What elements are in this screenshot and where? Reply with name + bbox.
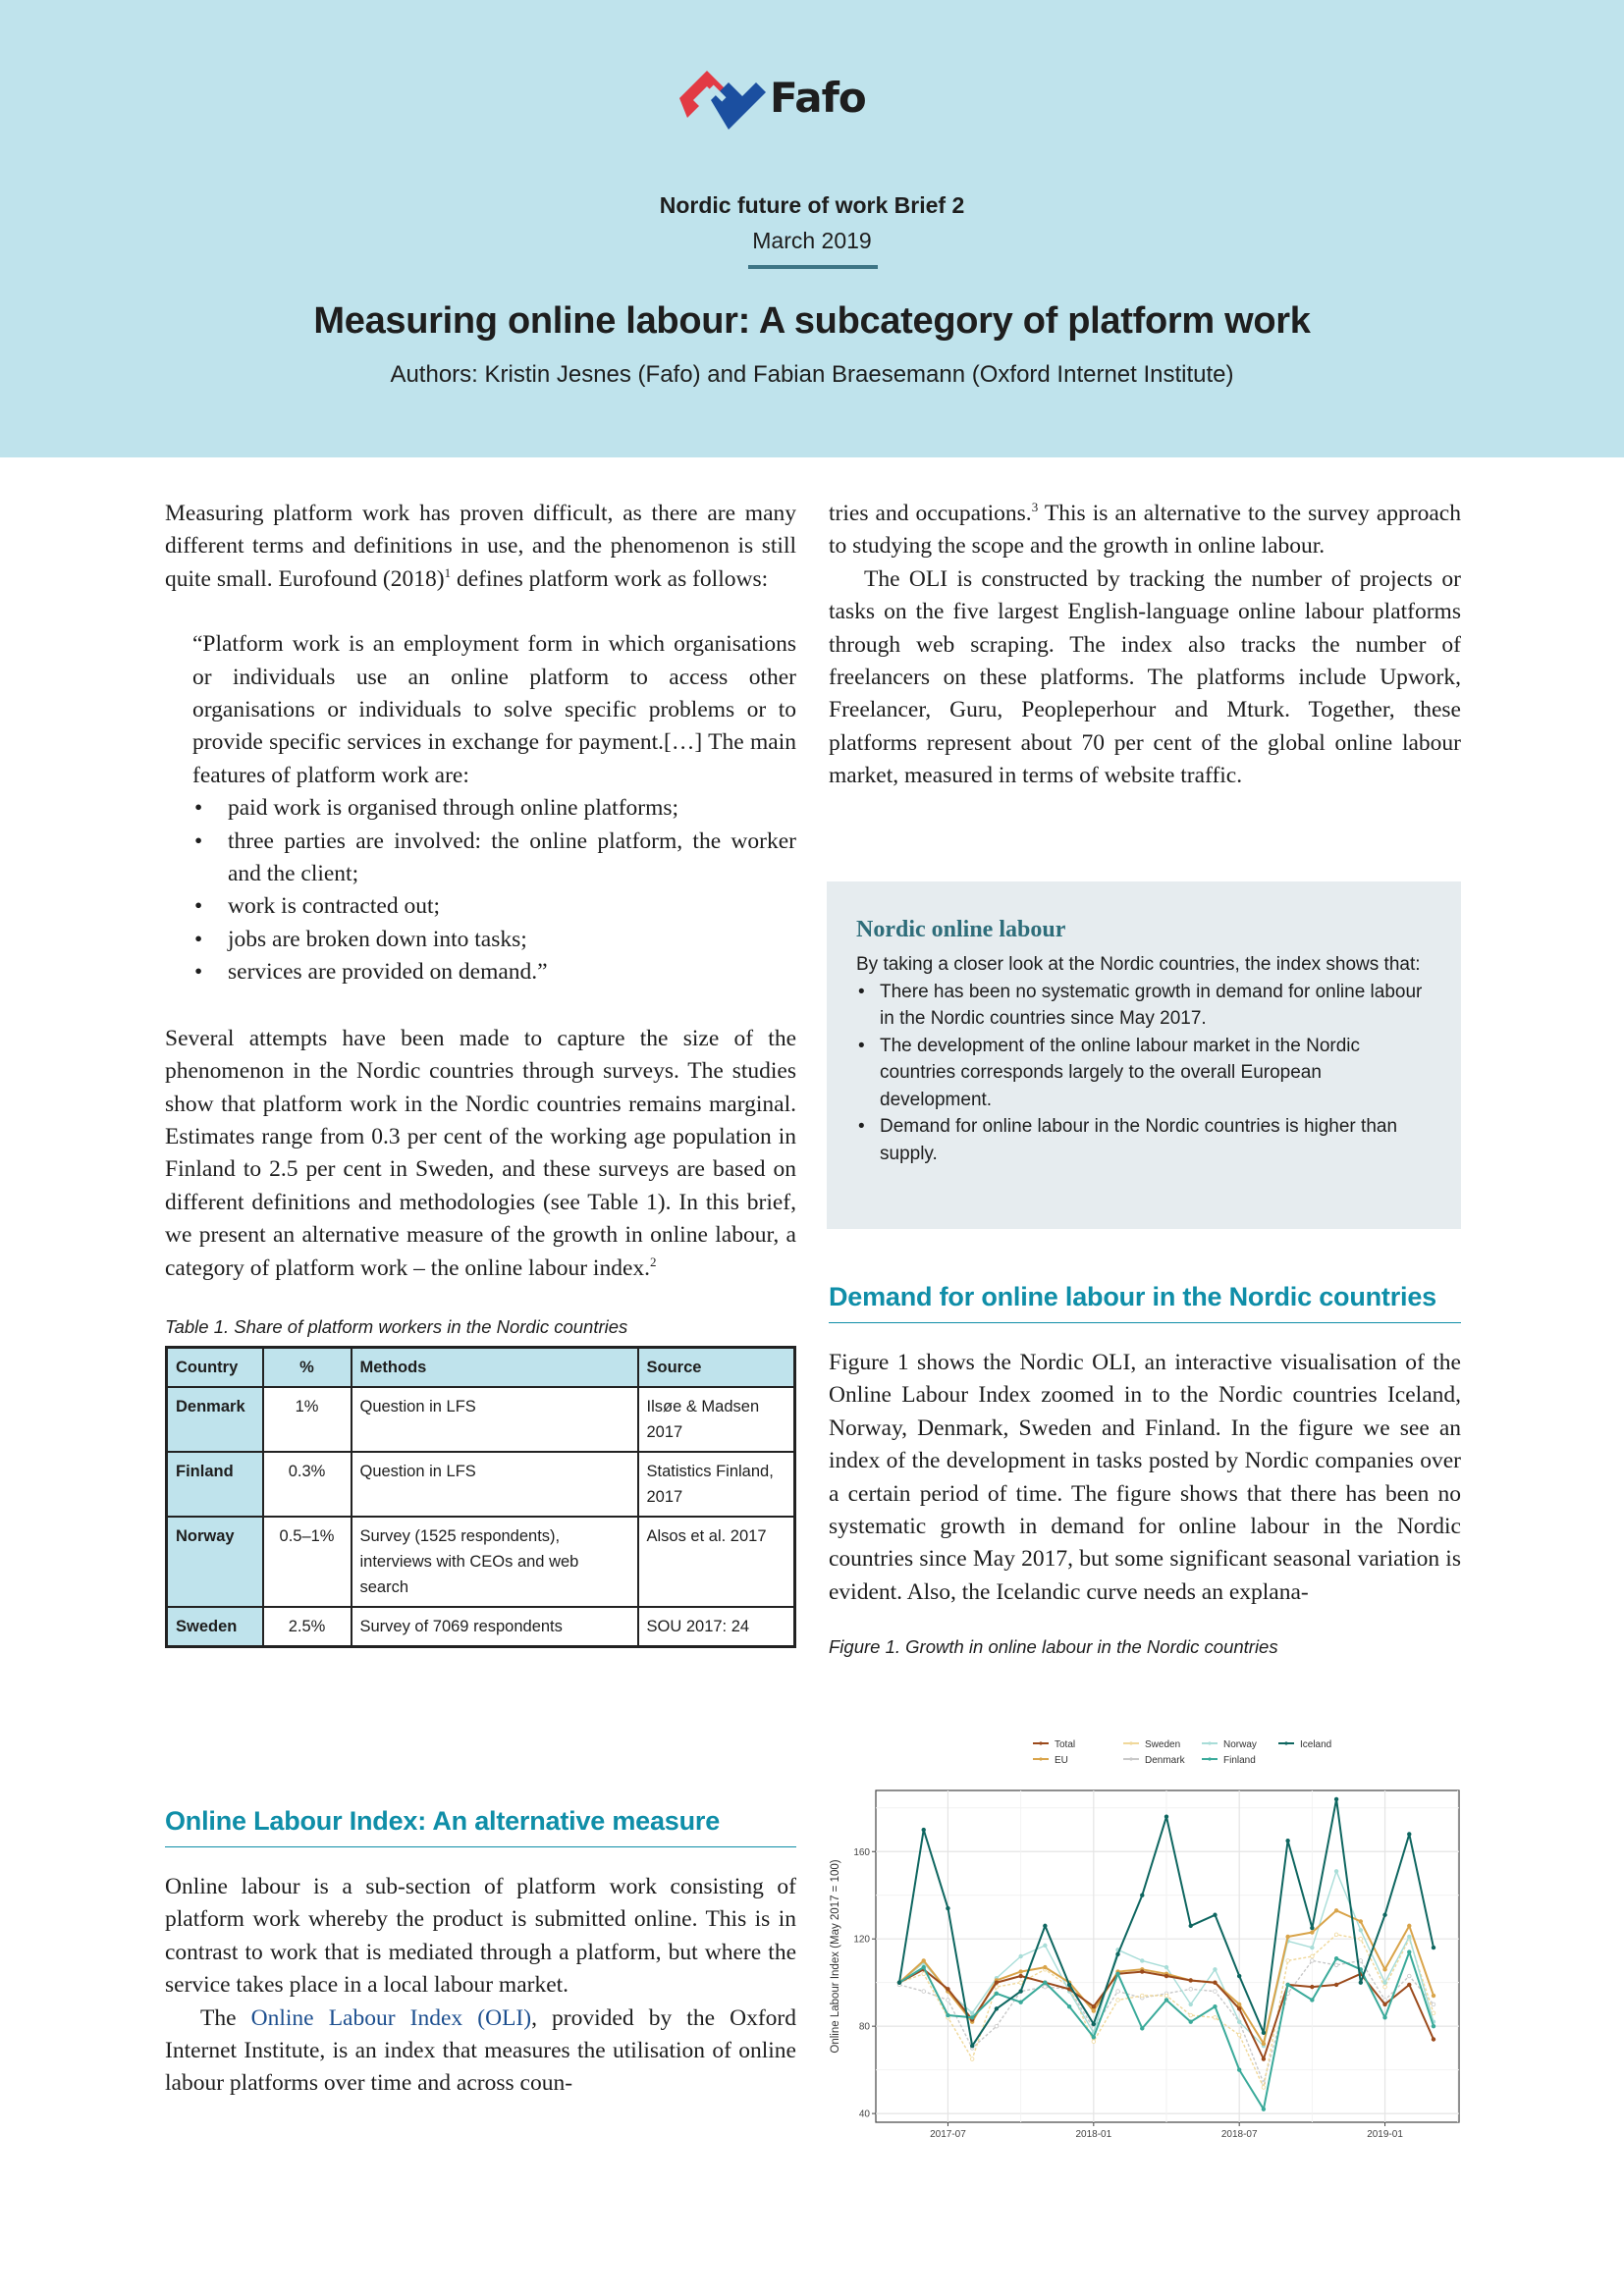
legend-item-sweden xyxy=(1123,1739,1180,1750)
demand-section xyxy=(829,1282,1461,1658)
legend-item-finland xyxy=(1202,1755,1256,1766)
footnote-ref-3[interactable]: 3 xyxy=(1031,500,1039,515)
column-header: Methods xyxy=(352,1347,638,1387)
column-header: % xyxy=(263,1347,352,1387)
method-cell: Question in LFS xyxy=(352,1452,638,1517)
svg-text:Norway: Norway xyxy=(1223,1739,1257,1750)
factbox-bullet: • There has been no systematic growth in demand for online labour in the Nordic countries since May 2017. xyxy=(856,979,1434,1033)
factbox-title: Nordic online labour xyxy=(856,917,1066,942)
factbox-list xyxy=(856,979,1434,1168)
column-header: Country xyxy=(167,1347,263,1387)
surveys-paragraph: Several attempts have been made to capture the size of the phenomenon in the Nordic countries through surveys. The studies show that platform work in the Nordic countries remains marginal. Estimates range from 0.3 per cent of the working age population in Finland to 2.5 per cent in Sweden, and these surveys are based on different definitions and methodologies (see Table 1). In this brief, we present an alternative measure of the growth in online labour, a category of platform work – the online labour index.$^2$ xyxy=(165,1025,796,1281)
svg-text:Iceland: Iceland xyxy=(1300,1739,1332,1750)
quote-bullet: • services are provided on demand.” xyxy=(192,956,796,988)
method-cell: Survey (1525 respondents), interviews with CEOs and web search xyxy=(352,1517,638,1607)
source-cell: SOU 2017: 24 xyxy=(638,1607,795,1647)
online-labour-paragraph: Online labour is a sub-section of platform work consisting of platform work whereby the product is submitted online. This is in contrast to work that is mediated through a platform, but where the service takes place in a local labour market. xyxy=(165,1874,796,1999)
x-tick-label: 2017-07 xyxy=(930,2129,966,2140)
legend-item-denmark xyxy=(1123,1755,1186,1766)
right-column xyxy=(829,498,1461,793)
chart-legend xyxy=(1033,1739,1331,1766)
footnote-ref-1[interactable]: 1 xyxy=(444,564,452,580)
figure-caption: Figure 1. Growth in online labour in the Nordic countries xyxy=(829,1636,1278,1658)
footnote-ref-2[interactable]: 2 xyxy=(650,1254,657,1269)
factbox-bullet: • Demand for online labour in the Nordic countries is higher than supply. xyxy=(856,1113,1434,1167)
oli-paragraph: The Online Labour Index (OLI), provided by the Oxford Internet Institute, is an index that measures the utilisation of online labour platforms over time and across coun- xyxy=(165,2004,796,2097)
header-band xyxy=(0,0,1624,457)
country-cell: Denmark xyxy=(167,1387,263,1452)
country-cell: Finland xyxy=(167,1452,263,1517)
legend-item-iceland xyxy=(1278,1739,1331,1750)
table-1 xyxy=(165,1316,796,1648)
oli-link[interactable]: Online Labour Index (OLI) xyxy=(250,2004,532,2031)
y-tick-label: 80 xyxy=(858,2021,870,2033)
y-axis-label: Online Labour Index (May 2017 = 100) xyxy=(830,1859,841,2054)
publication-date: March 2019 xyxy=(752,228,872,253)
series-title: Nordic future of work Brief 2 xyxy=(659,192,965,218)
oli-line-chart xyxy=(825,1728,1473,2140)
legend-item-eu xyxy=(1033,1755,1068,1766)
factbox-intro: By taking a closer look at the Nordic countries, the index shows that: xyxy=(856,954,1421,975)
fafo-logo xyxy=(674,63,866,132)
column-header: Source xyxy=(638,1347,795,1387)
platform-workers-table xyxy=(165,1346,796,1648)
nordic-online-labour-box xyxy=(827,881,1461,1229)
intro-paragraph: Measuring platform work has proven difficult, as there are many different terms and definitions in use, and the phenomenon is still quite small. Eurofound $(2018)^1$ defines platform work as follows: xyxy=(165,501,796,592)
percent-cell: 1% xyxy=(263,1387,352,1452)
quote-bullet: • three parties are involved: the online platform, the worker and the client; xyxy=(192,826,796,891)
authors: Authors: Kristin Jesnes (Fafo) and Fabian Braesemann (Oxford Internet Institute) xyxy=(390,361,1234,388)
table-row xyxy=(167,1452,795,1517)
oli-section xyxy=(165,1806,796,2101)
eurofound-quote xyxy=(165,628,796,988)
quote-bullet: • work is contracted out; xyxy=(192,890,796,923)
country-cell: Norway xyxy=(167,1517,263,1607)
quote-bullet: • paid work is organised through online platforms; xyxy=(192,792,796,825)
section-heading-oli: Online Labour Index: An alternative measure xyxy=(165,1806,796,1847)
svg-text:Finland: Finland xyxy=(1223,1755,1256,1766)
svg-text:Total: Total xyxy=(1055,1739,1076,1750)
quote-bullet-list xyxy=(192,792,796,988)
x-tick-label: 2019-01 xyxy=(1367,2129,1403,2140)
fafo-logo-icon xyxy=(674,63,768,132)
factbox-bullet: • The development of the online labour market in the Nordic countries corresponds largely to the overall European development. xyxy=(856,1033,1434,1114)
table-header-row xyxy=(167,1347,795,1387)
x-tick-label: 2018-01 xyxy=(1075,2129,1112,2140)
date-underline xyxy=(748,265,878,269)
table-row xyxy=(167,1517,795,1607)
y-tick-label: 120 xyxy=(853,1934,870,1946)
svg-text:EU: EU xyxy=(1055,1755,1068,1766)
y-tick-label: 160 xyxy=(853,1846,870,1858)
method-cell: Survey of 7069 respondents xyxy=(352,1607,638,1647)
source-cell: Alsos et al. 2017 xyxy=(638,1517,795,1607)
section-heading-demand: Demand for online labour in the Nordic countries xyxy=(829,1282,1461,1323)
logo-text: Fafo xyxy=(770,73,866,122)
plot-panel xyxy=(876,1790,1459,2122)
chart-svg xyxy=(825,1728,1473,2140)
table-caption: Table 1. Share of platform workers in the Nordic countries xyxy=(165,1315,628,1337)
table-row xyxy=(167,1607,795,1647)
continued-paragraph: tries and occupations.$^3$ This is an alternative to the survey approach to studying the scope and the growth in online labour. xyxy=(829,500,1461,560)
svg-text:Denmark: Denmark xyxy=(1145,1755,1185,1766)
percent-cell: 0.5–1% xyxy=(263,1517,352,1607)
source-cell: Statistics Finland, 2017 xyxy=(638,1452,795,1517)
percent-cell: 2.5% xyxy=(263,1607,352,1647)
method-cell: Question in LFS xyxy=(352,1387,638,1452)
legend-item-norway xyxy=(1202,1739,1257,1750)
x-tick-label: 2018-07 xyxy=(1220,2129,1258,2140)
source-cell: Ilsøe & Madsen 2017 xyxy=(638,1387,795,1452)
percent-cell: 0.3% xyxy=(263,1452,352,1517)
page-title: Measuring online labour: A subcategory of platform work xyxy=(313,300,1311,342)
oli-construction-paragraph: The OLI is constructed by tracking the number of projects or tasks on the five largest English-language online labour platforms through web scraping. The index also tracks the number of freelancers on these platforms. The platforms include Upwork, Freelancer, Guru, Peopleperhour and Mturk. Together, these platforms represent about 70 per cent of the global online labour market, measured in terms of website traffic. xyxy=(829,565,1461,789)
figure-intro-paragraph: Figure 1 shows the Nordic OLI, an interactive visualisation of the Online Labour Index zoomed in to the Nordic countries Iceland, Norway, Denmark, Sweden and Finland. In the figure we see an index of the development in tasks posted by Nordic companies over a certain period of time. The figure shows that there has been no systematic growth in demand for online labour in the Nordic countries since May 2017, but some significant seasonal variation is evident. Also, the Icelandic curve needs an explana- xyxy=(829,1350,1461,1605)
legend-item-total xyxy=(1033,1739,1075,1750)
left-column xyxy=(165,498,796,1648)
svg-text:Sweden: Sweden xyxy=(1145,1739,1181,1750)
country-cell: Sweden xyxy=(167,1607,263,1647)
table-row xyxy=(167,1387,795,1452)
y-tick-label: 40 xyxy=(858,2109,870,2120)
quote-text: “Platform work is an employment form in which organisations or individuals use an online platform to access other organisations or individuals to solve specific problems or to provide specific services in exchange for payment.[…] The main features of platform work are: xyxy=(192,631,796,788)
quote-bullet: • jobs are broken down into tasks; xyxy=(192,924,796,956)
